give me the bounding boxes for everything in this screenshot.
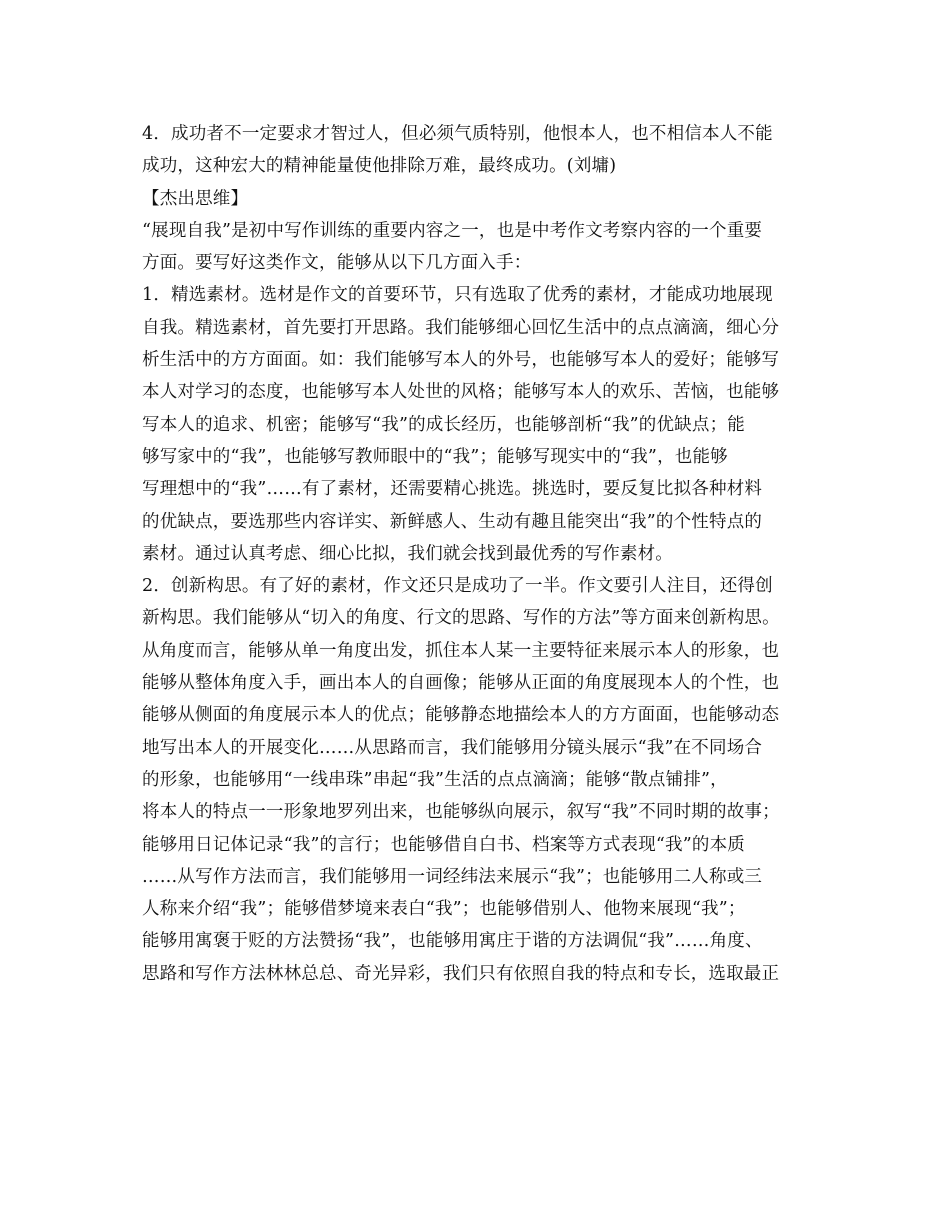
text-line: 1．精选素材。选材是作文的首要环节，只有选取了优秀的素材，才能成功地展现 (142, 285, 773, 306)
text-line: 人称来介绍“我”；能够借梦境来表白“我”；也能够借别人、他物来展现“我”； (142, 899, 746, 920)
text-line: 写本人的追求、机密；能够写“我”的成长经历，也能够剖析“我”的优缺点；能 (142, 414, 745, 435)
text-line: 本人对学习的态度，也能够写本人处世的风格；能够写本人的欢乐、苦恼，也能够 (142, 382, 780, 403)
text-line: 的形象，也能够用“一线串珠”串起“我”生活的点点滴滴；能够“散点铺排”， (142, 769, 728, 790)
text-line: 新构思。我们能够从“切入的角度、行文的思路、写作的方法”等方面来创新构思。 (142, 608, 780, 629)
document-body (142, 118, 822, 990)
text-line: 从角度而言，能够从单一角度出发，抓住本人某一主要特征来展示本人的形象，也 (142, 640, 780, 661)
text-line: 成功，这种宏大的精神能量使他排除万难，最终成功。(刘墉) (142, 156, 617, 177)
section-heading: 【杰出思维】 (142, 188, 249, 209)
text-line: 自我。精选素材，首先要打开思路。我们能够细心回忆生活中的点点滴滴，细心分 (142, 317, 780, 338)
text-line: 方面。要写好这类作文，能够从以下几方面入手： (142, 253, 532, 274)
text-line: ……从写作方法而言，我们能够用一词经纬法来展示“我”；也能够用二人称或三 (142, 866, 763, 887)
text-line: 能够用寓褒于贬的方法赞扬“我”，也能够用寓庄于谐的方法调侃“我”……角度、 (142, 931, 763, 952)
text-line: 写理想中的“我”……有了素材，还需要精心挑选。挑选时，要反复比拟各种材料 (142, 479, 763, 500)
text-line: 4．成功者不一定要求才智过人，但必须气质特别，他恨本人，也不相信本人不能 (142, 124, 773, 144)
text-line: 2．创新构思。有了好的素材，作文还只是成功了一半。作文要引人注目，还得创 (142, 576, 773, 597)
text-line: 素材。通过认真考虑、细心比拟，我们就会找到最优秀的写作素材。 (142, 543, 673, 564)
text-line: 能够从侧面的角度展示本人的优点；能够静态地描绘本人的方方面面，也能够动态 (142, 705, 780, 726)
text-line: 能够从整体角度入手，画出本人的自画像；能够从正面的角度展现本人的个性，也 (142, 673, 780, 694)
text-line: 的优缺点，要选那些内容详实、新鲜感人、生动有趣且能突出“我”的个性特点的 (142, 511, 763, 532)
text-line: 析生活中的方方面面。如：我们能够写本人的外号，也能够写本人的爱好；能够写 (142, 350, 780, 371)
text-line: “展现自我”是初中写作训练的重要内容之一，也是中考作文考察内容的一个重要 (142, 220, 763, 241)
text-line: 能够用日记体记录“我”的言行；也能够借自白书、档案等方式表现“我”的本质 (142, 834, 745, 855)
text-line: 够写家中的“我”，也能够写教师眼中的“我”；能够写现实中的“我”，也能够 (142, 446, 728, 467)
text-line: 将本人的特点一一形象地罗列出来，也能够纵向展示，叙写“我”不同时期的故事； (142, 802, 780, 823)
text-line: 地写出本人的开展变化……从思路而言，我们能够用分镜头展示“我”在不同场合 (142, 737, 763, 758)
text-line: 思路和写作方法林林总总、奇光异彩，我们只有依照自我的特点和专长，选取最正 (142, 963, 780, 984)
